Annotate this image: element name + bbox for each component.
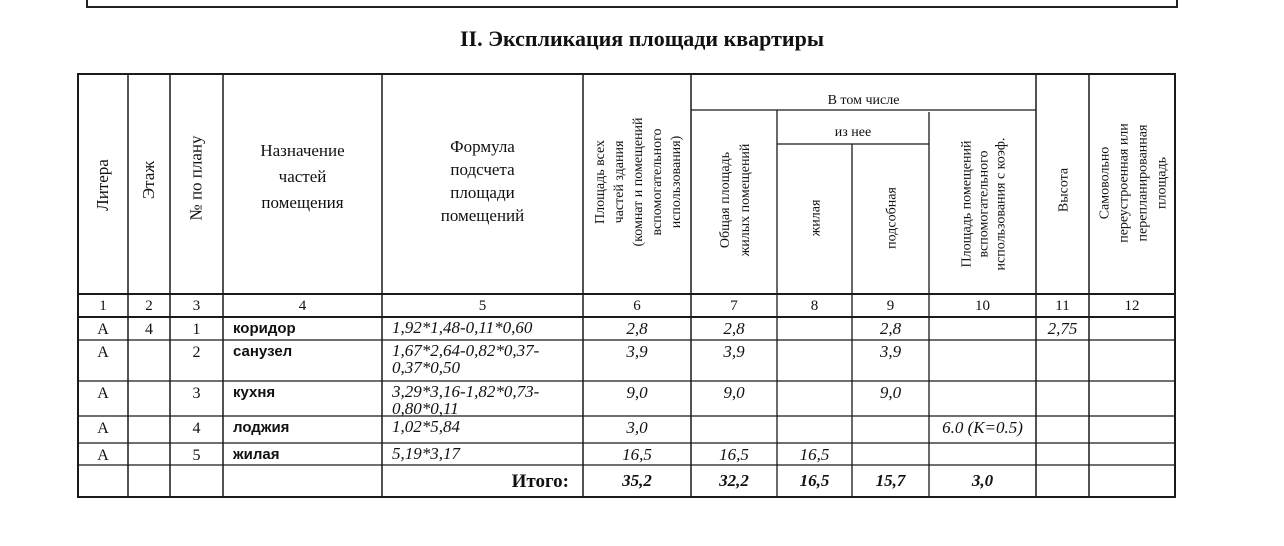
row-obshaya: 3,9: [723, 342, 745, 361]
row-litera: А: [97, 321, 109, 338]
row-zhilaya: 16,5: [799, 445, 830, 464]
row-litera: А: [97, 344, 109, 361]
totals-zhilaya: 16,5: [799, 471, 830, 490]
row-litera: А: [97, 447, 109, 464]
row-number: 4: [192, 420, 201, 437]
row-total: 16,5: [622, 445, 652, 464]
header-ploshad-vseh: [593, 117, 684, 247]
row-total: 3,9: [626, 342, 648, 361]
row-name: коридор: [233, 320, 296, 337]
header-obshaya-line: жилых помещений: [738, 143, 753, 257]
row-podsob: 2,8: [879, 319, 902, 338]
column-number: 11: [1055, 298, 1070, 314]
column-number: 5: [478, 298, 487, 314]
column-number: 4: [298, 298, 307, 314]
header-ploshad-vseh-line: частей здания: [612, 140, 627, 224]
row-formula: 3,29*3,16-1,82*0,73-: [392, 382, 540, 401]
column-number: 3: [192, 298, 201, 314]
header-podsobnaya-text: подсобная: [884, 187, 900, 249]
header-obshaya: [718, 143, 753, 257]
row-number: 2: [192, 344, 201, 361]
header-litera: [93, 159, 112, 211]
row-vspom: 6.0 (К=0.5): [942, 418, 1023, 437]
header-vspomog-line: вспомогательного: [976, 150, 992, 258]
row-podsob: 3,9: [879, 342, 902, 361]
header-etazh-text: Этаж: [139, 160, 158, 200]
column-number: 9: [886, 298, 895, 314]
column-number: 12: [1124, 298, 1140, 314]
header-naznachenie: помещения: [261, 193, 344, 212]
column-number: 6: [633, 298, 641, 314]
row-obshaya: 2,8: [723, 319, 745, 338]
header-samovolno-line: Самовольно: [1097, 146, 1113, 220]
header-obshaya-line: Общая площадь: [718, 151, 733, 249]
header-po-planu: [187, 135, 206, 221]
row-etazh: 4: [145, 321, 153, 338]
row-podsob: 9,0: [879, 383, 902, 402]
header-po-planu-text: № по плану: [186, 135, 206, 221]
row-formula: 1,02*5,84: [392, 417, 460, 436]
row-name: жилая: [233, 446, 280, 463]
row-total: 2,8: [626, 319, 648, 338]
header-formula: Формула: [450, 137, 515, 156]
header-podsobnaya: [885, 187, 900, 249]
header-naznachenie: Назначение: [260, 141, 345, 160]
row-vysota: 2,75: [1047, 319, 1078, 338]
row-formula: 1,67*2,64-0,82*0,37-: [392, 341, 540, 360]
header-formula: помещений: [440, 206, 525, 225]
header-formula: площади: [450, 183, 515, 202]
header-zhilaya-text: жилая: [808, 199, 824, 237]
column-number: 7: [730, 298, 738, 314]
row-obshaya: 16,5: [719, 445, 749, 464]
row-number: 3: [192, 385, 201, 402]
header-vysota: [1057, 167, 1072, 212]
header-ploshad-vseh-line: Площадь всех: [593, 139, 608, 225]
row-obshaya: 9,0: [723, 383, 745, 402]
header-ploshad-vseh-line: (комнат и помещений: [631, 117, 646, 247]
header-samovolno-line: перепланированная: [1135, 124, 1151, 242]
header-samovolno: [1098, 123, 1170, 243]
header-samovolno-line: переустроенная или: [1116, 123, 1132, 243]
totals-vspom: 3,0: [971, 471, 994, 490]
header-vspomog: [960, 138, 1009, 271]
totals-total: 35,2: [622, 471, 652, 490]
row-formula: 0,80*0,11: [392, 399, 459, 418]
column-number: 8: [810, 298, 819, 314]
header-vysota-text: Высота: [1056, 167, 1072, 213]
header-formula: подсчета: [450, 160, 515, 179]
column-number: 10: [975, 298, 990, 314]
row-formula: 0,37*0,50: [392, 358, 460, 377]
row-litera: А: [97, 420, 109, 437]
column-number: 2: [145, 298, 153, 314]
totals-obshaya: 32,2: [719, 471, 749, 490]
totals-label: Итого:: [511, 471, 569, 492]
header-v-tom-chisle: В том числе: [827, 93, 900, 108]
header-etazh: [139, 161, 158, 199]
header-ploshad-vseh-line: использования): [669, 135, 684, 229]
row-name: кухня: [233, 384, 276, 401]
header-iz-nee: из нее: [834, 125, 872, 140]
totals-podsob: 15,7: [875, 471, 906, 490]
row-formula: 1,92*1,48-0,11*0,60: [392, 318, 533, 337]
header-vspomog-line: использования с коэф.: [993, 137, 1009, 271]
page-title: II. Экспликация площади квартиры: [459, 26, 825, 51]
row-number: 1: [192, 321, 201, 338]
header-samovolno-line: площадь: [1154, 157, 1170, 209]
header-litera-text: Литера: [93, 159, 112, 211]
header-ploshad-vseh-line: вспомогательного: [650, 128, 665, 236]
row-number: 5: [192, 447, 201, 464]
row-name: лоджия: [233, 419, 290, 436]
row-name: санузел: [233, 343, 293, 360]
row-total: 3,0: [626, 418, 648, 437]
row-litera: А: [97, 385, 109, 402]
row-total: 9,0: [626, 383, 648, 402]
header-zhilaya: [809, 199, 824, 237]
header-naznachenie: частей: [278, 167, 327, 186]
header-vspomog-line: Площадь помещений: [959, 140, 975, 268]
row-formula: 5,19*3,17: [392, 444, 460, 463]
column-number: 1: [99, 298, 107, 314]
